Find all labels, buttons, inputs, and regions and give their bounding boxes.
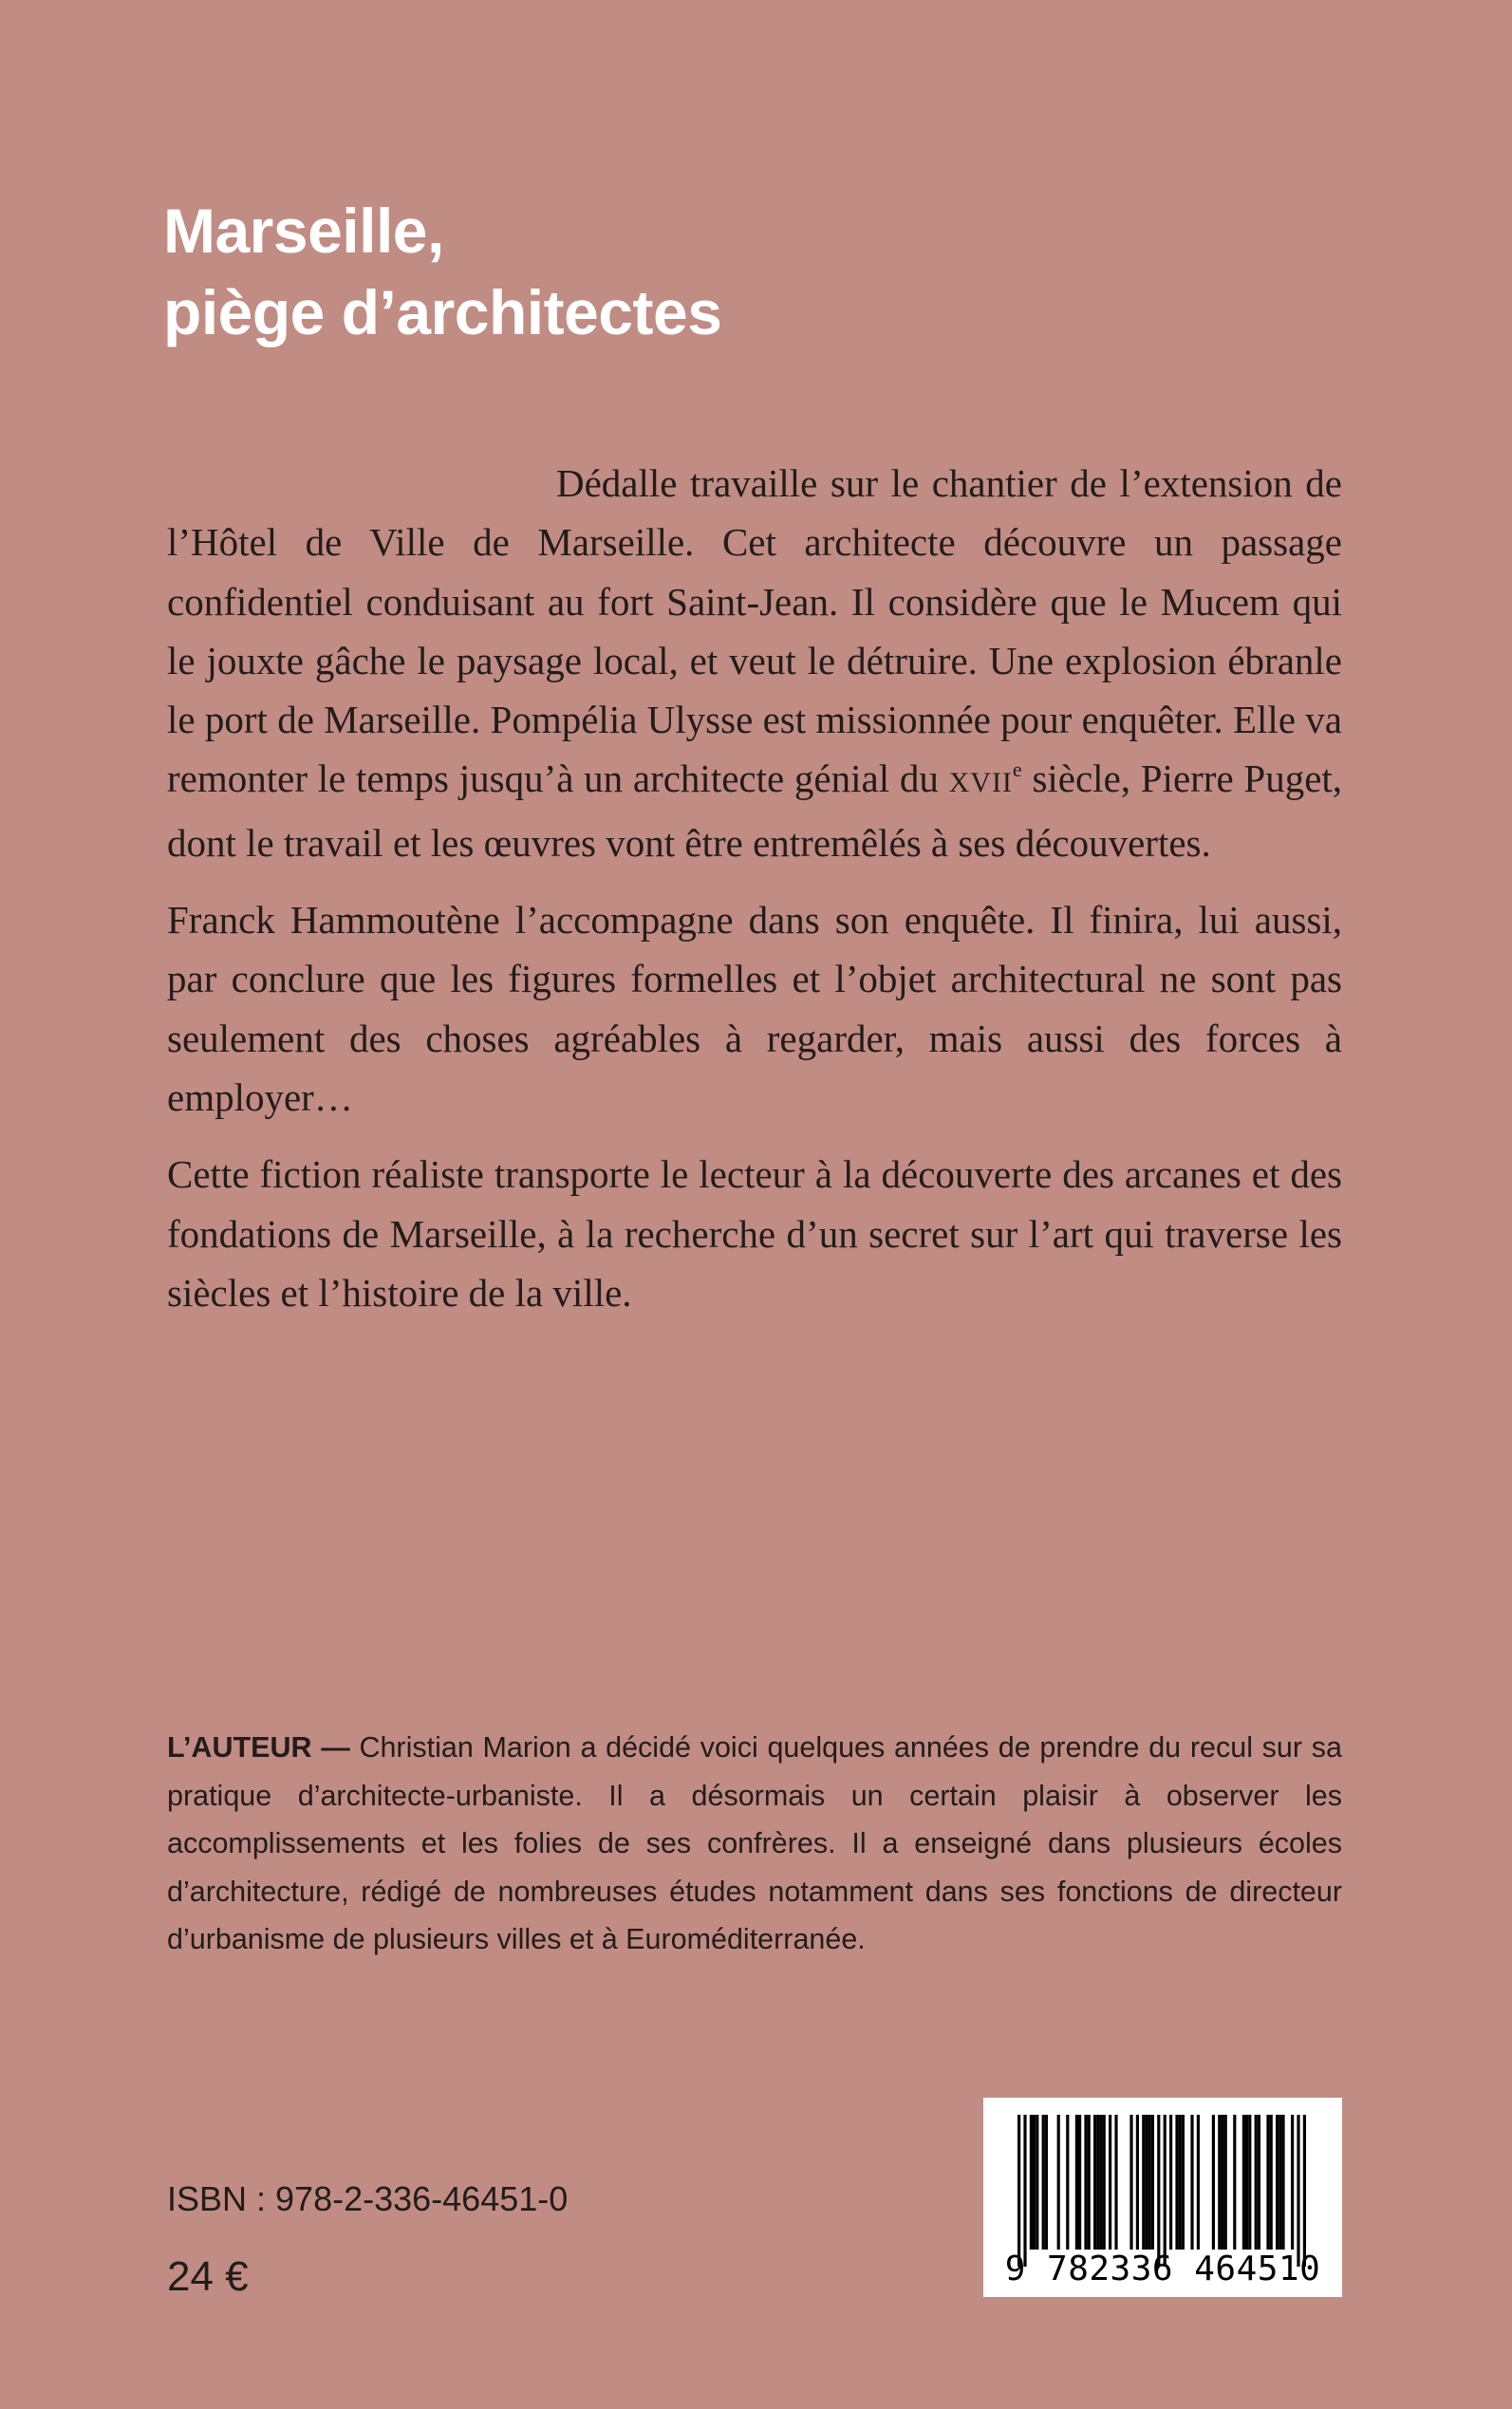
barcode-bar — [1281, 2115, 1284, 2250]
barcode-bar — [1279, 2115, 1281, 2250]
barcode-bar — [1084, 2115, 1087, 2250]
synopsis-paragraph-3: Cette fiction réaliste transporte le lecteur à la découverte des arcanes et des fondations de Marseille, à la recherche d’un secret sur l’art qui traverse les siècles et l’histoire de la ville. — [167, 1152, 1342, 1315]
barcode-bar — [1109, 2115, 1111, 2250]
barcode — [983, 2098, 1342, 2297]
barcode-bar — [1169, 2115, 1172, 2250]
barcode-bar — [1114, 2115, 1117, 2250]
author-label: L’AUTEUR — — [167, 1731, 350, 1764]
title-line-1: Marseille, — [163, 196, 444, 266]
author-bio — [167, 1724, 1342, 1964]
isbn: ISBN : 978-2-336-46451-0 — [167, 2179, 569, 2218]
barcode-bar — [1036, 2115, 1038, 2250]
barcode-bar — [1093, 2115, 1096, 2250]
barcode-bar — [1297, 2115, 1299, 2267]
barcode-bar — [1129, 2115, 1132, 2250]
barcode-bar — [1057, 2115, 1060, 2250]
barcode-bar — [1075, 2115, 1078, 2250]
author-text: Christian Marion a décidé voici quelques années de prendre du recul sur sa pratique d’architecte-urbaniste. Il a désormais un certain plaisir à observer les accomplissements et les folies de ses confrères. Il a enseigné dans plusieurs écoles d’architecture, rédigé de nombreuses études notamment dans ses fonctions de directeur d’urbanisme de plusieurs villes et à Euroméditerranée. — [167, 1731, 1342, 1955]
barcode-bar — [1030, 2115, 1033, 2250]
barcode-bar — [1164, 2115, 1167, 2267]
synopsis-paragraph-1 — [167, 454, 1342, 872]
barcode-bar — [1023, 2115, 1026, 2267]
barcode-bar — [1248, 2115, 1251, 2250]
century-suffix: e — [1012, 757, 1022, 782]
synopsis-paragraph-1-text: Dédalle travaille sur le chantier de l’extension de l’Hôtel de Ville de Marseille. Cet architecte découvre un passage confidentiel conduisant au fort Saint-Jean. Il considère que le Mucem qui le jouxte gâche le paysage local, et veut le détruire. Une explosion ébranle le port de Marseille. Pompélia Ulysse est missionnée pour enquêter. Elle va remonter le temps jusqu’à un architecte génial du — [167, 461, 1342, 801]
barcode-bar — [1045, 2115, 1048, 2250]
barcode-bar — [1145, 2115, 1148, 2250]
barcode-bar — [1291, 2115, 1294, 2250]
barcode-bar — [1148, 2115, 1151, 2250]
barcode-bar — [1136, 2115, 1139, 2250]
barcode-bar — [1276, 2115, 1279, 2250]
barcode-bar — [1179, 2115, 1182, 2250]
barcode-bar — [1088, 2115, 1091, 2250]
barcode-bar — [1245, 2115, 1248, 2250]
barcode-bar — [1224, 2115, 1227, 2250]
barcode-bar — [1151, 2115, 1154, 2250]
barcode-bar — [1233, 2115, 1236, 2250]
barcode-bar — [1255, 2115, 1258, 2250]
barcode-bar — [1258, 2115, 1260, 2250]
barcode-bar — [1190, 2115, 1193, 2250]
synopsis — [167, 454, 1342, 1340]
barcode-bar — [1175, 2115, 1178, 2250]
barcode-bar — [1066, 2115, 1069, 2250]
title-line-2: piège d’architectes — [163, 277, 722, 347]
book-title — [163, 190, 721, 353]
barcode-bar — [1099, 2115, 1102, 2250]
barcode-bar — [1096, 2115, 1099, 2250]
barcode-bar — [1103, 2115, 1106, 2250]
century-numeral: XVII — [948, 767, 1013, 799]
barcode-bar — [1212, 2115, 1215, 2250]
barcode-bar — [1078, 2115, 1081, 2250]
barcode-bar — [1042, 2115, 1045, 2250]
barcode-bar — [1142, 2115, 1145, 2250]
synopsis-paragraph-2: Franck Hammoutène l’accompagne dans son enquête. Il finira, lui aussi, par conclure que les figures formelles et l’objet architectural ne sont pas seulement des choses agréables à regarder, mais aussi des forces à employer… — [167, 898, 1342, 1119]
barcode-bar — [1157, 2115, 1160, 2267]
barcode-bar — [1270, 2115, 1273, 2250]
barcode-bar — [1017, 2115, 1020, 2267]
barcode-bar — [1221, 2115, 1223, 2250]
price: 24 € — [167, 2253, 249, 2300]
synopsis-paragraph-1-end: siècle, Pierre Puget, dont le travail et les œuvres vont être entremêlés à ses découvertes. — [167, 756, 1343, 865]
barcode-bar — [1218, 2115, 1221, 2250]
barcode-bar — [1266, 2115, 1269, 2250]
barcode-digits: 9 782336 464510 — [1004, 2250, 1321, 2288]
barcode-bar — [1197, 2115, 1200, 2250]
barcode-bar — [1303, 2115, 1306, 2267]
barcode-bar — [1242, 2115, 1245, 2250]
barcode-bar — [1033, 2115, 1036, 2250]
barcode-bar — [1182, 2115, 1185, 2250]
